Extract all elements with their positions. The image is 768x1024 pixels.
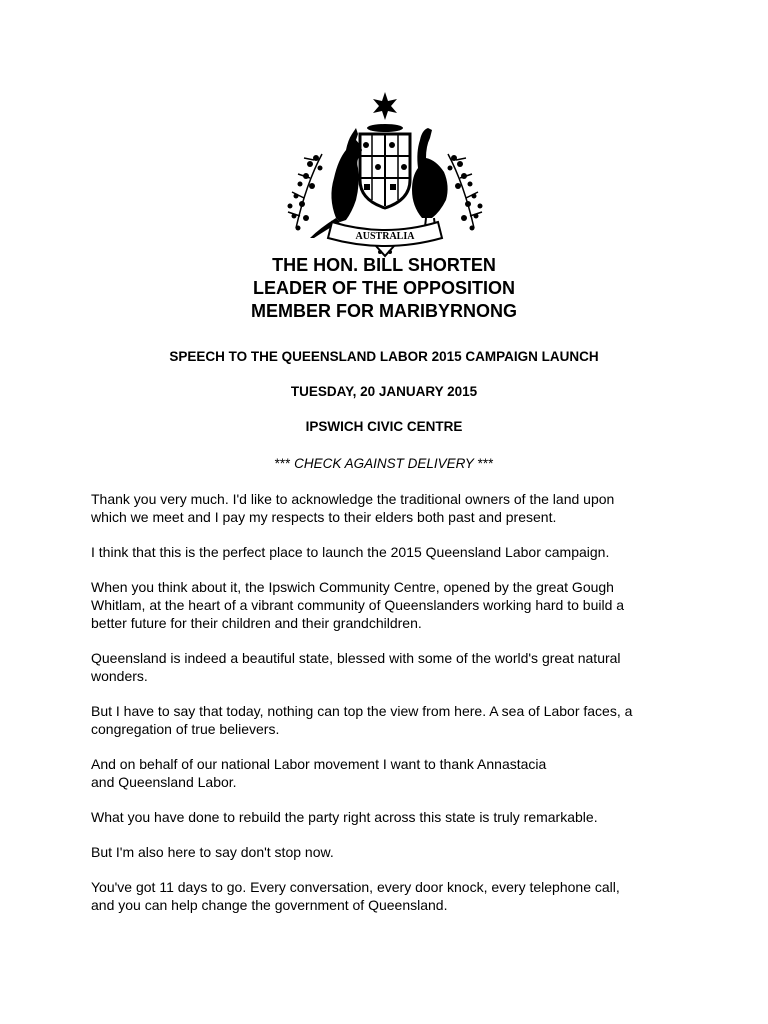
crest-banner-text: AUSTRALIA <box>355 231 415 242</box>
speech-date: TUESDAY, 20 JANUARY 2015 <box>290 384 478 399</box>
paragraph-line: and Queensland Labor. <box>91 774 237 790</box>
paragraph <box>91 702 691 738</box>
speech-title: SPEECH TO THE QUEENSLAND LABOR 2015 CAMPAIGN LAUNCH <box>169 349 599 364</box>
paragraph <box>91 843 691 861</box>
speech-body <box>91 490 691 931</box>
coat-of-arms-emblem <box>276 88 494 258</box>
paragraph-line: Whitlam, at the heart of a vibrant community of Queenslanders working hard to build a <box>91 597 625 613</box>
coat-of-arms-icon <box>276 88 494 258</box>
paragraph <box>91 649 691 685</box>
paragraph-line: Queensland is indeed a beautiful state, blessed with some of the world's great natural <box>91 650 621 666</box>
paragraph-line: What you have done to rebuild the party right across this state is truly remarkable. <box>91 809 598 825</box>
paragraph-line: and you can help change the government of Queensland. <box>91 897 448 913</box>
paragraph-line: wonders. <box>91 668 148 684</box>
paragraph-line: But I have to say that today, nothing can top the view from here. A sea of Labor faces, a <box>91 703 633 719</box>
speaker-electorate: MEMBER FOR MARIBYRNONG <box>251 301 517 321</box>
check-text: CHECK AGAINST DELIVERY <box>294 456 474 471</box>
check-against-delivery-notice <box>0 455 768 473</box>
paragraph <box>91 543 691 561</box>
speaker-title-block <box>0 254 768 323</box>
speaker-role: LEADER OF THE OPPOSITION <box>252 278 516 298</box>
speech-venue: IPSWICH CIVIC CENTRE <box>305 419 463 434</box>
paragraph <box>91 878 691 914</box>
check-stars-left: *** <box>274 456 291 471</box>
paragraph-line: congregation of true believers. <box>91 721 280 737</box>
paragraph-line: Thank you very much. I'd like to acknowledge the traditional owners of the land upon <box>91 491 615 507</box>
paragraph <box>91 578 691 632</box>
speaker-name: THE HON. BILL SHORTEN <box>272 255 496 275</box>
paragraph <box>91 755 691 791</box>
paragraph-line: But I'm also here to say don't stop now. <box>91 844 334 860</box>
paragraph <box>91 490 691 526</box>
paragraph <box>91 808 691 826</box>
paragraph-line: which we meet and I pay my respects to their elders both past and present. <box>91 509 557 525</box>
paragraph-line: When you think about it, the Ipswich Community Centre, opened by the great Gough <box>91 579 614 595</box>
paragraph-line: better future for their children and their grandchildren. <box>91 615 422 631</box>
check-stars-right: *** <box>477 456 494 471</box>
paragraph-line: I think that this is the perfect place to launch the 2015 Queensland Labor campaign. <box>91 544 610 560</box>
paragraph-line: You've got 11 days to go. Every conversation, every door knock, every telephone call, <box>91 879 620 895</box>
paragraph-line: And on behalf of our national Labor movement I want to thank Annastacia <box>91 756 547 772</box>
